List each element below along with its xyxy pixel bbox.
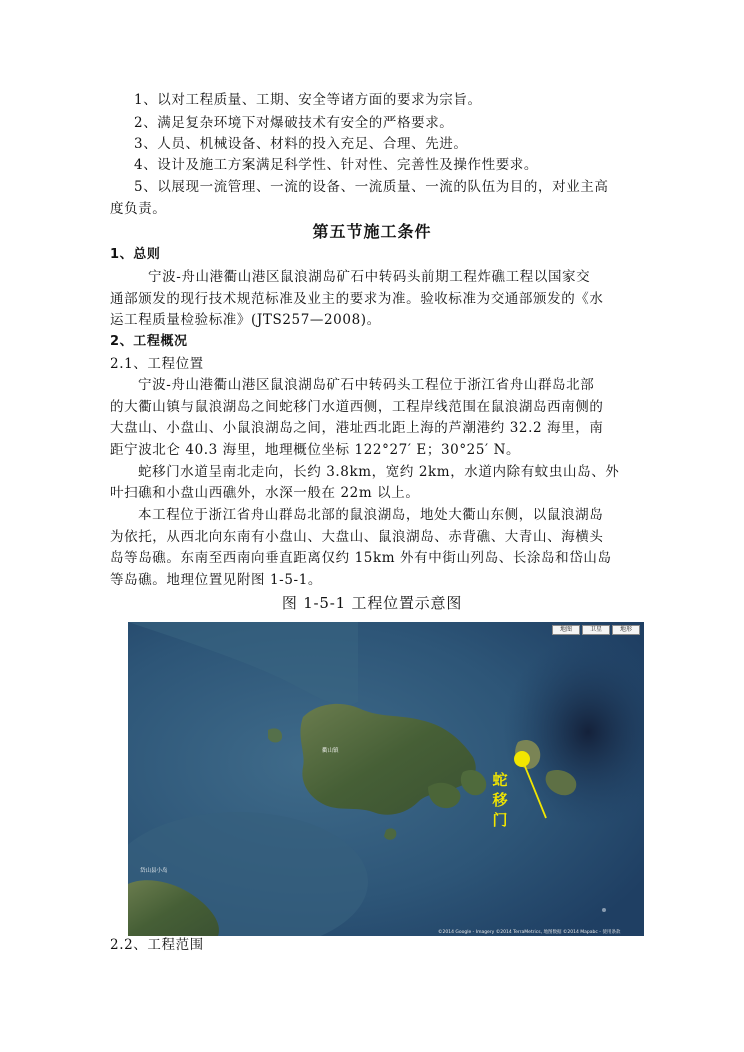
map-imagery [128, 622, 644, 936]
snake-gate-char-1: 蛇 [492, 771, 508, 789]
location-p1-line-3: 大盘山、小盘山、小鼠浪湖岛之间，港址西北距上海的芦潮港约 32.2 海里，南 [110, 420, 604, 436]
location-p3-line-2: 为依托，从西北向东南有小盘山、大盘山、鼠浪湖岛、赤背礁、大青山、海横头 [110, 529, 604, 545]
satellite-button[interactable]: 卫星 [582, 625, 610, 635]
terrain-button[interactable]: 地形 [612, 625, 640, 635]
general-line-1: 宁波-舟山港衢山港区鼠浪湖岛矿石中转码头前期工程炸礁工程以国家交 [148, 269, 591, 285]
location-p1-line-1: 宁波-舟山港衢山港区鼠浪湖岛矿石中转码头工程位于浙江省舟山群岛北部 [138, 377, 595, 393]
list-item-3: 3、人员、机械设备、材料的投入充足、合理、先进。 [134, 136, 468, 152]
location-p3-line-1: 本工程位于浙江省舟山群岛北部的鼠浪湖岛，地处大衢山东侧，以鼠浪湖岛 [138, 507, 604, 523]
map-button[interactable]: 地图 [552, 625, 580, 635]
list-item-5-line2: 度负责。 [110, 201, 167, 217]
map-label-southwest: 岱山县小岛 [140, 868, 168, 874]
location-p2-line-1: 蛇移门水道呈南北走向，长约 3.8km，宽约 2km，水道内除有蚊虫山岛、外 [138, 464, 620, 480]
list-item-4: 4、设计及施工方案满足科学性、针对性、完善性及操作性要求。 [134, 157, 538, 173]
satellite-map[interactable] [128, 622, 644, 936]
snake-gate-label [490, 770, 510, 830]
location-p1-line-4: 距宁波北仑 40.3 海里，地理概位坐标 122°27′ E；30°25′ N。 [110, 442, 521, 458]
map-label-town: 衢山镇 [322, 748, 339, 754]
general-line-3: 运工程质量检验标准》(JTS257—2008)。 [110, 312, 381, 328]
location-p1-line-2: 的大衢山镇与鼠浪湖岛之间蛇移门水道西侧，工程岸线范围在鼠浪湖岛西南侧的 [110, 399, 604, 415]
general-line-2: 通部颁发的现行技术规范标准及业主的要求为准。验收标准为交通部颁发的《水 [110, 291, 604, 307]
snake-gate-char-2: 移 [492, 791, 508, 809]
map-attribution: ©2014 Google - Imagery ©2014 TerraMetrics, 地图数据 ©2014 Mapabc - 使用条款 [438, 930, 621, 935]
location-p2-line-2: 叶扫礁和小盘山西礁外，水深一般在 22m 以上。 [110, 485, 420, 501]
general-heading: 1、总则 [110, 247, 161, 262]
list-item-2: 2、满足复杂环境下对爆破技术有安全的严格要求。 [134, 115, 454, 131]
location-p3-line-3: 岛等岛礁。东南至西南向垂直距离仅约 15km 外有中街山列岛、长涂岛和岱山岛 [110, 550, 612, 566]
location-p3-line-4: 等岛礁。地理位置见附图 1-5-1。 [110, 572, 322, 588]
list-item-1: 1、以对工程质量、工期、安全等诸方面的要求为宗旨。 [134, 92, 482, 108]
section-title: 第五节施工条件 [312, 222, 432, 241]
location-subheading: 2.1、工程位置 [110, 356, 204, 372]
scope-subheading: 2.2、工程范围 [110, 937, 204, 953]
overview-heading: 2、工程概况 [110, 334, 188, 349]
figure-caption: 图 1-5-1 工程位置示意图 [281, 594, 463, 612]
snake-gate-char-3: 门 [492, 811, 508, 829]
list-item-5-line1: 5、以展现一流管理、一流的设备、一流质量、一流的队伍为目的，对业主高 [134, 179, 609, 195]
map-type-buttons [552, 625, 640, 635]
map-dot [602, 908, 606, 912]
